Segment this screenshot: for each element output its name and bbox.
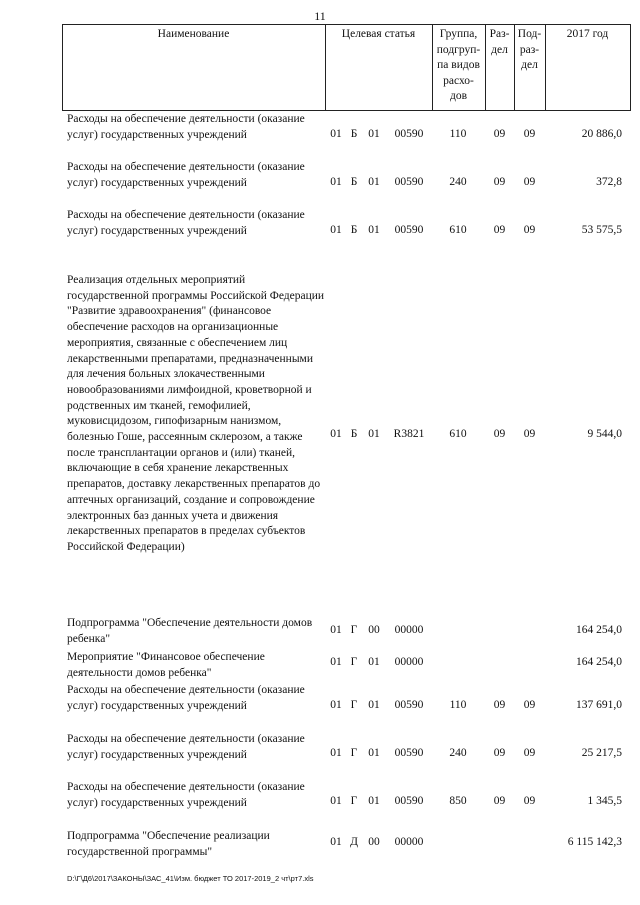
cell-subsection: 09 — [523, 699, 536, 711]
code-subprogram: Б — [350, 224, 358, 236]
row-name: Расходы на обеспечение деятельности (оказание услуг) государственных учреждений — [67, 733, 305, 761]
header-subsection-line: дел — [521, 59, 538, 71]
header-subsection — [514, 27, 545, 74]
code-direction: 00590 — [394, 699, 424, 711]
cell-section: 09 — [493, 176, 506, 188]
cell-amount: 372,8 — [596, 176, 622, 188]
cell-section: 09 — [493, 699, 506, 711]
cell-subsection: 09 — [523, 795, 536, 807]
cell-amount: 1 345,5 — [587, 795, 622, 807]
code-activity: 00 — [368, 836, 380, 848]
code-program: 01 — [330, 699, 342, 711]
code-direction: 00590 — [394, 176, 424, 188]
code-subprogram: Г — [350, 656, 358, 668]
cell-subsection: 09 — [523, 428, 536, 440]
cell-section: 09 — [493, 795, 506, 807]
cell-section: 09 — [493, 128, 506, 140]
cell-section: 09 — [493, 428, 506, 440]
cell-subsection: 09 — [523, 747, 536, 759]
code-subprogram: Б — [350, 176, 358, 188]
code-direction: 00590 — [394, 747, 424, 759]
code-activity: 01 — [368, 224, 380, 236]
code-activity: 00 — [368, 624, 380, 636]
code-direction: 00000 — [394, 624, 424, 636]
cell-amount: 164 254,0 — [576, 656, 622, 668]
header-subsection-line: Под- — [517, 28, 542, 40]
header-group-line: Группа, — [439, 28, 478, 40]
cell-section: 09 — [493, 747, 506, 759]
header-target: Целевая статья — [341, 28, 416, 40]
code-subprogram: Б — [350, 428, 358, 440]
code-subprogram: Г — [350, 795, 358, 807]
code-program: 01 — [330, 428, 342, 440]
file-path-footer: D:\Г\Д6\2017\ЗАКОНЫ\ЗАС_41\Изм. бюджет ТО 2017-2019_2 чт\рт7.xls — [67, 874, 314, 883]
row-name: Расходы на обеспечение деятельности (оказание услуг) государственных учреждений — [67, 161, 305, 189]
header-group-line: подгруп- — [436, 43, 481, 56]
header-group-line: дов — [449, 90, 468, 102]
header-group — [432, 27, 485, 105]
cell-group: 610 — [449, 428, 467, 440]
code-program: 01 — [330, 795, 342, 807]
code-subprogram: Д — [350, 836, 358, 848]
row-name: Подпрограмма "Обеспечение реализации государственной программы" — [67, 830, 270, 858]
code-activity: 01 — [368, 128, 380, 140]
code-direction: 00000 — [394, 836, 424, 848]
cell-subsection: 09 — [523, 176, 536, 188]
cell-group: 110 — [449, 699, 467, 711]
cell-amount: 6 115 142,3 — [567, 836, 622, 848]
code-subprogram: Г — [350, 624, 358, 636]
cell-section: 09 — [493, 224, 506, 236]
code-activity: 01 — [368, 747, 380, 759]
code-program: 01 — [330, 656, 342, 668]
cell-group: 240 — [449, 747, 467, 759]
row-name: Расходы на обеспечение деятельности (оказание услуг) государственных учреждений — [67, 113, 305, 141]
cell-group: 110 — [449, 128, 467, 140]
row-name: Расходы на обеспечение деятельности (оказание услуг) государственных учреждений — [67, 684, 305, 712]
code-activity: 01 — [368, 428, 380, 440]
header-year: 2017 год — [566, 28, 609, 40]
code-program: 01 — [330, 836, 342, 848]
header-section — [485, 27, 514, 58]
code-activity: 01 — [368, 795, 380, 807]
cell-subsection: 09 — [523, 224, 536, 236]
code-activity: 01 — [368, 699, 380, 711]
code-direction: R3821 — [393, 428, 425, 440]
header-border — [630, 24, 631, 111]
code-program: 01 — [330, 176, 342, 188]
row-name: Расходы на обеспечение деятельности (оказание услуг) государственных учреждений — [67, 209, 305, 237]
code-program: 01 — [330, 128, 342, 140]
cell-amount: 9 544,0 — [587, 428, 622, 440]
cell-amount: 20 886,0 — [581, 128, 622, 140]
row-name: Мероприятие "Финансовое обеспечение деятельности домов ребенка" — [67, 651, 265, 679]
code-program: 01 — [330, 624, 342, 636]
code-direction: 00590 — [394, 795, 424, 807]
code-direction: 00000 — [394, 656, 424, 668]
row-name: Подпрограмма "Обеспечение деятельности домов ребенка" — [67, 617, 313, 645]
code-activity: 01 — [368, 656, 380, 668]
cell-group: 610 — [449, 224, 467, 236]
code-program: 01 — [330, 224, 342, 236]
header-section-line: дел — [491, 43, 508, 56]
row-name: Расходы на обеспечение деятельности (оказание услуг) государственных учреждений — [67, 781, 305, 809]
cell-group: 850 — [449, 795, 467, 807]
code-subprogram: Б — [350, 128, 358, 140]
header-group-line: расхо- — [443, 74, 474, 87]
row-name: Реализация отдельных мероприятий государственной программы Российской Федерации "Развитие здравоохранения" (финансовое обеспечение расходов на организационные мероприятия, связанные с обеспечением лиц лекарственными препаратами, предназначенными для лечения больных злокачественными новообразованиями лимфоидной, кроветворной и родственных им тканей, гемофилией, муковисцидозом, гипофизарным нанизмом, болезнью Гоше, рассеянным склерозом, а также после трансплантации органов и (или) тканей, включающие в себя хранение лекарственных препаратов, доставку лекарственных препаратов до аптечных организаций, создание и сопровождение электронных баз данных учета и движения лекарственных препаратов в пределах субъектов Российской Федерации) — [67, 274, 325, 553]
header-group-line: па видов — [437, 59, 480, 71]
cell-amount: 164 254,0 — [576, 624, 622, 636]
code-activity: 01 — [368, 176, 380, 188]
code-direction: 00590 — [394, 224, 424, 236]
page-number: 11 — [314, 9, 326, 23]
cell-subsection: 09 — [523, 128, 536, 140]
header-subsection-line: раз- — [519, 43, 540, 56]
cell-amount: 137 691,0 — [576, 699, 622, 711]
cell-amount: 53 575,5 — [581, 224, 622, 236]
code-subprogram: Г — [350, 699, 358, 711]
header-name: Наименование — [157, 28, 230, 40]
code-direction: 00590 — [394, 128, 424, 140]
code-program: 01 — [330, 747, 342, 759]
cell-group: 240 — [449, 176, 467, 188]
code-subprogram: Г — [350, 747, 358, 759]
cell-amount: 25 217,5 — [581, 747, 622, 759]
header-section-line: Раз- — [489, 28, 510, 40]
